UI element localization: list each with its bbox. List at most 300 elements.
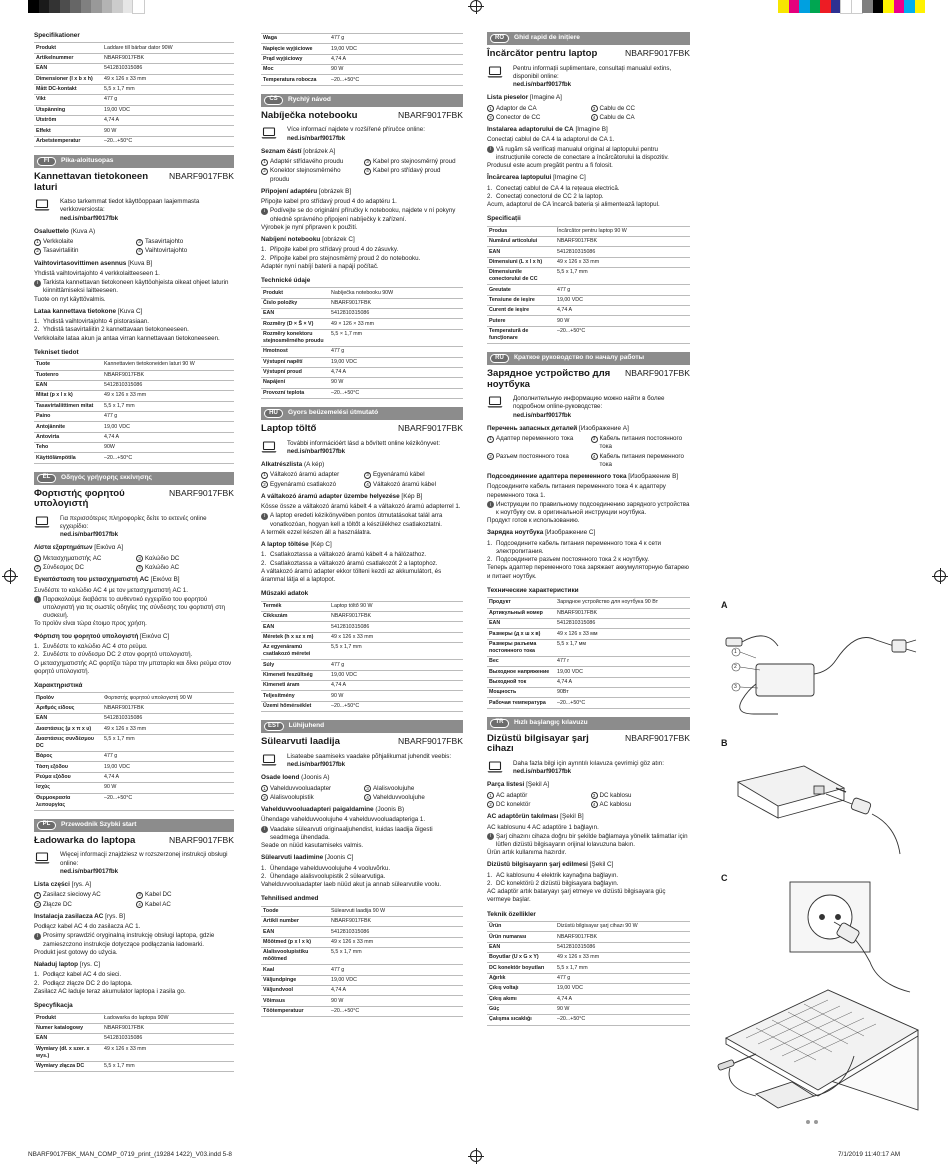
parts-heading [261,774,463,782]
install-heading-text: Подсоединение адаптера переменного тока [487,473,627,481]
section-pl-continued [261,33,463,86]
spec-label: Waga [261,34,329,44]
registration-mark-icon [470,0,482,12]
table-row [34,360,234,370]
spec-label: Vikt [34,95,102,105]
part-number-badge: 2 [34,565,41,572]
color-swatch [883,0,894,13]
figure-ref: [Изображение C] [545,529,596,537]
parts-heading-text: Osaluettelo [34,227,69,235]
banner-title: Przewodnik Szybki start [61,821,137,829]
charge-heading-text: Nabíjení notebooku [261,235,321,243]
registration-mark-icon [470,1150,482,1162]
part-number-badge: 4 [364,481,371,488]
table-row [34,793,234,810]
spec-label: Размеры разъема постоянного тока [487,639,555,656]
spec-value: 90 W [329,691,463,701]
spec-value: NBARF9017FBK [555,608,690,618]
figure-ref: [obrázek A] [303,147,336,155]
online-manual-info [261,126,463,142]
figure-ref: [Şekil A] [526,781,550,789]
spec-value: 49 x 126 x 33 мм [555,629,690,639]
registration-mark-icon [4,570,16,582]
info-icon: i [487,146,494,153]
part-number-badge: 2 [261,794,268,801]
charge-step [34,318,234,326]
spec-value: 90 W [329,378,463,388]
parts-heading [34,881,234,889]
section-banner [34,472,234,485]
install-heading-text: AC adaptörün takılması [487,813,559,821]
section-cs [261,94,463,399]
spec-value: 5,5 x 1,7 mm [102,1061,234,1071]
table-row [34,714,234,724]
charge-step-text: DC konektörü 2 dizüstü bilgisayara bağlayın. [496,879,619,887]
spec-value: 90 W [329,65,463,75]
part-number-badge: 4 [136,901,143,908]
product-title: Încărcător pentru laptop [487,48,598,59]
install-step: Připojte kabel pro střídavý proud 4 do adaptéru 1. [261,198,397,206]
part-item [34,238,132,246]
spec-label: Θερμοκρασία λειτουργίας [34,793,102,810]
color-swatch [915,0,926,13]
part-item [487,453,587,469]
spec-value: 90 W [555,316,690,326]
manual-url: ned.is/nbarf9017fbk [287,447,346,455]
install-note [487,501,690,517]
table-row [261,378,463,388]
table-row [261,948,463,965]
spec-value: 477 g [555,973,690,983]
figure-b-connect-ac-cord [716,748,926,858]
spec-label: Mõõtmed (p x l x k) [261,937,329,947]
spec-heading: Műszaki adatok [261,590,309,598]
install-step: Podłącz kabel AC 4 do zasilacza AC 1. [34,923,141,931]
part-label: Vahelduvvooluadapter [270,784,332,792]
spec-heading: Teknik özellikler [487,910,536,918]
parts-list [261,471,463,488]
model-number: NBARF9017FBK [625,48,690,58]
charge-result: Acum, adaptorul de CA încarcă bateria și alimentează laptopul. [487,200,660,208]
manual-url: ned.is/nbarf9017fbk [287,134,346,142]
spec-value: –20...+50°C [555,698,690,708]
spec-label: Väljundpinge [261,975,329,985]
table-row [261,691,463,701]
color-swatch [873,0,884,13]
parts-heading [487,781,690,789]
spec-label: Ρεύμα εξόδου [34,772,102,782]
spec-label: Prąd wyjściowy [261,54,329,64]
section-et [261,720,463,1017]
figure-ref: [rys. B] [105,912,126,920]
part-number-badge: 1 [34,892,41,899]
spec-label: Utspänning [34,105,102,115]
section-tr [487,717,690,1026]
figure-ref: [Изображение B] [628,473,679,481]
spec-label: Mått DC-kontakt [34,84,102,94]
install-ready: Seade on nüüd kasutamiseks valmis. [261,841,364,849]
spec-value: 5,5 x 1,7 мм [555,639,690,656]
charge-step-text: Yhdistä tasavirtaliitin 2 kannettavaan tietokoneeseen. [43,326,189,334]
laptop-icon [261,754,277,766]
part-item [136,891,234,899]
language-code-badge: EL [37,474,56,483]
spec-table [261,601,463,713]
spec-heading: Specifikationer [34,32,80,39]
charge-result: Vahelduvvooluadapter laeb nüüd akut ja annab sülearvutile voolu. [261,880,442,888]
table-row [487,639,690,656]
part-label: Кабель питания переменного тока [599,452,684,468]
figure-ref: [Εικόνα A] [94,544,124,552]
part-label: Разъем постоянного тока [496,452,569,460]
table-row [261,54,463,64]
table-row [261,34,463,44]
table-row [261,288,463,298]
part-number-badge: 4 [591,801,598,808]
color-swatch [841,0,852,13]
language-code-badge: RO [490,34,509,43]
part-number-badge: 3 [591,436,598,443]
part-item [591,435,691,451]
spec-heading: Technické údaje [261,276,311,284]
charge-heading-text: Dizüstü bilgisayarın şarj edilmesi [487,861,588,869]
spec-label: Súly [261,660,329,670]
part-label: Καλώδιο DC [145,554,180,562]
spec-value: Φορτιστής φορητού υπολογιστή 90 W [102,693,234,703]
install-heading [261,188,463,196]
spec-value: 5412810315086 [329,309,463,319]
spec-value: 4,74 A [329,367,463,377]
parts-list [34,238,234,255]
spec-label: Вес [487,657,555,667]
language-code-badge: HU [264,409,283,418]
info-icon: i [261,826,268,833]
section-banner [261,407,463,420]
spec-label: Výstupní napětí [261,357,329,367]
table-row [487,306,690,316]
part-item [34,555,132,563]
part-item [261,158,360,166]
charge-step [261,255,463,263]
gray-swatch [60,0,71,13]
table-row [487,1004,690,1014]
spec-label: EAN [34,64,102,74]
charge-step-text: Подсоедините разъем постоянного тока 2 к ноутбуку. [496,556,649,564]
part-label: Vaihtovirtajohto [145,247,188,255]
part-number-badge: 3 [364,159,371,166]
parts-list [34,555,234,572]
model-number: NBARF9017FBK [625,368,690,379]
install-note [34,932,234,948]
spec-value: 49 x 126 x 33 mm [329,937,463,947]
charge-step-text: Ühendage vahelduvvoolujuhe 4 vooluvõrku. [270,864,391,872]
spec-label: EAN [487,247,555,257]
language-code-badge: TR [490,719,509,728]
charge-step [261,551,463,559]
spec-label: Teho [34,443,102,453]
step-number: 2. [34,651,40,659]
part-item [136,247,234,255]
title-row [487,369,690,390]
spec-value: 49 x 126 x 33 mm [555,257,690,267]
info-icon: i [34,280,41,287]
manual-url: ned.is/nbarf9017fbk [513,80,572,88]
part-label: Kabel pro stejnosměrný proud [373,158,456,166]
spec-value: 4,74 A [329,681,463,691]
spec-label: Numer katalogowy [34,1023,102,1033]
section-hu [261,407,463,712]
figure-c-label: C [721,873,728,883]
part-item [34,564,132,572]
table-row [34,64,234,74]
part-number-badge: 2 [487,114,494,121]
part-item [136,555,234,563]
charge-step [487,193,690,201]
spec-value: –20...+50°C [329,1006,463,1016]
install-ready: Tuote on nyt käyttövalmis. [34,295,106,303]
part-item [364,785,463,793]
spec-label: EAN [261,622,329,632]
spec-value: 4,74 A [102,432,234,442]
spec-label: Ağırlık [487,973,555,983]
product-title: Kannettavan tietokoneen laturi [34,171,149,193]
spec-label: Wymiary (dł. x szer. x wys.) [34,1044,102,1061]
install-ready: Το προϊόν είναι τώρα έτοιμο προς χρήση. [34,620,147,628]
spec-label: Продукт [487,598,555,608]
online-manual-info [34,851,234,876]
spec-label: Alalisvoolupistiku mõõtmed [261,948,329,965]
install-note-text: Vă rugăm să verificați manualul original al laptopului pentru instrucțiunile corecte de conectare a încărcătorului la dispozitiv. [496,145,669,161]
table-row [34,136,234,146]
spec-value: 5,5 x 1,7 mm [102,734,234,751]
figure-ref: (A kép) [304,460,325,468]
parts-list [261,785,463,802]
spec-label: Размеры (д x ш x в) [487,629,555,639]
parts-list [487,105,690,122]
spec-label: Cikkszám [261,611,329,621]
gray-swatch [123,0,134,13]
figure-b-label: B [721,738,728,748]
spec-heading: Tehnilised andmed [261,895,319,903]
spec-value: –20...+50°C [329,75,463,85]
charge-step [487,185,690,193]
spec-label: Numărul articolului [487,236,555,246]
step-number: 1. [34,318,40,326]
install-note [261,207,463,223]
table-row [34,693,234,703]
install-ready: A termék ezzel készen áll a használatra. [261,528,372,536]
spec-value: 4,74 A [102,772,234,782]
table-row [487,226,690,236]
figure-ref: [Şekil B] [560,813,584,821]
spec-value: 4,74 A [329,986,463,996]
laptop-icon [34,852,50,864]
parts-heading-text: Перечень запасных деталей [487,424,578,432]
charge-heading [34,961,234,969]
charge-heading-text: Lataa kannettava tietokone [34,307,117,315]
spec-label: EAN [34,714,102,724]
part-label: Egyenáramú csatlakozó [270,480,337,488]
install-heading [34,260,234,268]
install-heading [34,913,234,921]
table-row [261,681,463,691]
table-row [487,984,690,994]
table-row [261,927,463,937]
spec-value: 5412810315086 [102,714,234,724]
install-note [261,512,463,528]
table-row [261,622,463,632]
spec-table [261,287,463,399]
part-item [364,471,463,479]
gray-swatch [102,0,113,13]
install-step: Kösse össze a váltakozó áramú kábelt 4 a váltakozó áramú adapterrel 1. [261,503,461,511]
spec-value: 19,00 VDC [555,984,690,994]
title-row [34,489,234,510]
spec-label: Hmotnost [261,347,329,357]
table-row [261,906,463,916]
banner-title: Lühijuhend [288,722,325,730]
spec-label: Güç [487,1004,555,1014]
spec-label: Antovirta [34,432,102,442]
table-row [34,1034,234,1044]
step-number: 1. [261,551,267,559]
install-ready: Produkt jest gotowy do użycia. [34,948,118,956]
table-row [34,370,234,380]
callout-1: 1 [734,649,737,655]
figure-ref: [obrázek C] [322,235,355,243]
spec-heading: Tekniset tiedot [34,348,79,356]
install-step: Συνδέστε το καλώδιο AC 4 με τον μετασχηματιστή AC 1. [34,586,188,594]
spec-label: EAN [261,927,329,937]
charge-result: A váltakozó áramú adapter ekkor tölteni kezdi az akkumulátort, és árammal látja el a laptopot. [261,567,442,583]
step-number: 2. [487,192,493,200]
spec-value: 90 W [102,783,234,793]
install-heading [34,576,234,584]
info-description: Lisateabe saamiseks vaadake põhjalikumat juhendit veebis: [287,752,452,760]
charge-heading-text: Φόρτιση του φορητού υπολογιστή [34,632,139,640]
title-row [487,49,690,60]
online-manual-info [261,753,463,769]
spec-value: Laddare till bärbar dator 90W [102,43,234,53]
table-row [487,932,690,942]
info-description: Więcej informacji znajdziesz w rozszerzonej instrukcji obsługi online: [60,851,228,867]
product-title: Зарядное устройство для ноутбука [487,368,611,390]
banner-title: Pika-aloitusopas [61,157,114,165]
spec-label: Termék [261,601,329,611]
gray-swatch [133,0,144,13]
model-number: NBARF9017FBK [398,109,463,120]
footer-timestamp: 7/1/2019 11:40:17 AM [838,1151,901,1158]
install-ready: Ürün artık kullanıma hazırdır. [487,849,567,857]
install-heading-text: A váltakozó áramú adapter üzembe helyezése [261,492,400,500]
step-number: 1. [261,246,267,254]
part-number-badge: 4 [591,453,598,460]
figure-ref: [Изображение A] [579,424,629,432]
charge-step-text: Csatlakoztassa a váltakozó áramú csatlakozót 2 a laptophoz. [270,559,438,567]
table-row [261,388,463,398]
table-row [261,611,463,621]
part-item [487,114,587,122]
spec-label: Paino [34,412,102,422]
part-number-badge: 1 [261,159,268,166]
charge-heading [261,236,463,244]
install-note-text: Prosimy sprawdzić oryginalną instrukcję obsługi laptopa, gdzie zamieszczono instrukcje dotyczące podłączania ładowarki. [43,932,215,948]
charge-step [261,560,463,568]
install-note [34,279,234,295]
charge-heading-text: Naładuj laptop [34,961,79,969]
charge-step [487,540,690,556]
spec-label: Artikelnummer [34,53,102,63]
table-row [34,783,234,793]
section-banner [261,94,463,107]
spec-value: –20...+50°C [329,701,463,711]
charge-step [487,880,690,888]
table-row [261,347,463,357]
spec-label: EAN [487,942,555,952]
part-label: DC kablosu [599,791,632,799]
part-item [364,794,463,802]
figure-ref: [Kép C] [310,540,332,548]
table-row [261,986,463,996]
spec-value: 477 g [329,34,463,44]
figure-ref: [Joonis C] [324,854,354,862]
part-item [261,794,360,802]
color-swatch [904,0,915,13]
spec-value: 19,00 VDC [102,762,234,772]
spec-label: Mitat (p x l x k) [34,391,102,401]
spec-table [34,692,234,811]
spec-label: EAN [487,618,555,628]
charge-step-text: Připojte kabel pro stejnosměrný proud 2 do notebooku. [270,254,421,262]
info-icon: i [261,513,268,520]
model-number: NBARF9017FBK [625,732,690,743]
part-label: Tasavirtaliitin [43,247,79,255]
table-row [487,268,690,285]
part-label: Konektor stejnosměrného proudu [270,167,341,183]
charge-heading-text: Sülearvuti laadimine [261,854,324,862]
table-row [34,772,234,782]
info-description: Katso tarkemmat tiedot käyttöoppaan laajemmasta verkkoversiosta: [60,198,200,214]
table-row [34,752,234,762]
spec-label: Číslo položky [261,298,329,308]
spec-value: 477 g [102,95,234,105]
charge-result: Adaptér nyní nabíjí baterii a napájí počítač. [261,262,379,270]
charge-step [34,326,234,334]
part-number-badge: 2 [34,901,41,908]
spec-value: 5412810315086 [102,64,234,74]
part-label: Egyenáramú kábel [373,471,425,479]
figure-c-charging-laptop [716,878,928,1130]
spec-value: 5,5 × 1,7 mm [329,329,463,346]
spec-label: Provozní teplota [261,388,329,398]
install-heading [261,493,463,501]
section-pl [34,819,234,1072]
figure-ref: [Imagine C] [553,174,586,182]
online-manual-info [34,515,234,540]
part-item [136,564,234,572]
charge-result: AC adaptör artık bataryayı şarj etmeye ve dizüstü bilgisayara güç vermeye başlar. [487,888,666,904]
part-item [487,435,587,451]
color-swatch [820,0,831,13]
spec-label: Tuotenro [34,370,102,380]
install-heading-text: Vahelduvvooluadapteri paigaldamine [261,805,374,813]
part-number-badge: 2 [261,168,268,175]
install-heading-text: Vaihtovirtasovittimen asennus [34,259,127,267]
table-row [487,1015,690,1025]
section-se [34,32,234,147]
gray-swatch [49,0,60,13]
spec-label: Az egyenáramú csatlakozó méretei [261,643,329,660]
